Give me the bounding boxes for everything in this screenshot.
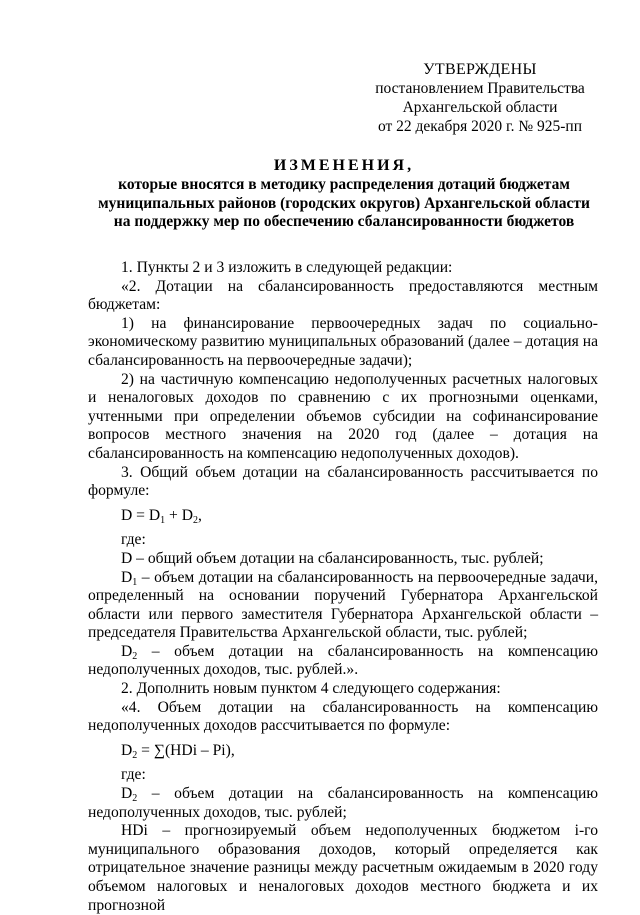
title-line: которые вносятся в методику распределения дотаций бюджетам bbox=[118, 176, 570, 194]
definition: D – общий объем дотации на сбалансированность, тыс. рублей; bbox=[121, 549, 544, 567]
paragraph: 1) на финансирование первоочередных задач по социально-экономическому развитию муниципальных образований (далее – дотация на сбалансированность на первоочередные задачи); bbox=[88, 314, 598, 369]
approval-line: Архангельской области bbox=[402, 99, 558, 116]
paragraph: 2) на частичную компенсацию недополученных расчетных налоговых и неналоговых доходов по сравнению с их прогнозными оценками, учтенными при определении объемов субсидии на софинансирование вопросов местного значения на 2020 год (далее – дотация на сбалансированность на компенсацию недополученных доходов). bbox=[88, 370, 598, 462]
title-line: на поддержку мер по обеспечению сбалансированности бюджетов bbox=[113, 213, 575, 231]
definition: HDi – прогнозируемый объем недополученных бюджетом i-го bbox=[121, 822, 598, 840]
document-title bbox=[88, 157, 600, 232]
where-label: где: bbox=[121, 766, 146, 784]
definition-continued: недополученных доходов, тыс. рублей.». bbox=[88, 661, 359, 679]
approval-line: постановлением Правительства bbox=[375, 80, 585, 97]
approval-date-number: от 22 декабря 2020 г. № 925-пп bbox=[377, 118, 583, 135]
paragraph: 2. Дополнить новым пунктом 4 следующего содержания: bbox=[121, 680, 501, 698]
approval-stamp bbox=[360, 60, 600, 136]
definition: $D_2$ – объем дотации на сбалансированность на компенсацию bbox=[121, 642, 598, 662]
paragraph-continued: недополученных доходов рассчитывается по формуле: bbox=[88, 717, 451, 735]
paragraph: 1. Пункты 2 и 3 изложить в следующей редакции: bbox=[121, 259, 453, 276]
paragraph: «2. Дотации на сбалансированность предоставляются местным бюджетам: bbox=[88, 277, 598, 314]
definition: $D_2$ – объем дотации на сбалансированность на компенсацию bbox=[121, 785, 598, 805]
definition-continued: недополученных доходов, тыс. рублей; bbox=[88, 803, 347, 821]
approval-heading: УТВЕРЖДЕНЫ bbox=[423, 61, 537, 78]
definition: $D_1$ – объем дотации на сбалансированность на первоочередные задачи, определенный на основании поручений Губернатора Архангельской области или первого заместителя Губернатора Архангельской области – председателя Правительства Архангельской области, тыс. рублей; bbox=[88, 568, 598, 642]
where-label: где: bbox=[121, 531, 146, 549]
definition-continued: муниципального образования доходов, который определяется как отрицательное значение разницы между расчетным ожидаемым в 2020 году объемом налоговых и неналоговых доходов местного бюджета и их прогнозной bbox=[88, 840, 598, 914]
document-body bbox=[88, 259, 598, 915]
paragraph: «4. Объем дотации на сбалансированность на компенсацию bbox=[121, 698, 598, 716]
paragraph: 3. Общий объем дотации на сбалансированность рассчитывается по формуле: bbox=[88, 463, 598, 500]
formula-total: $D = D_1 + D_2$, bbox=[121, 506, 202, 526]
title-line: муниципальных районов (городских округов) Архангельской области bbox=[98, 194, 590, 212]
formula-compensation: $D_2 = \sum(HDi - Pi)$, bbox=[121, 741, 235, 761]
title-main: ИЗМЕНЕНИЯ, bbox=[273, 157, 415, 174]
